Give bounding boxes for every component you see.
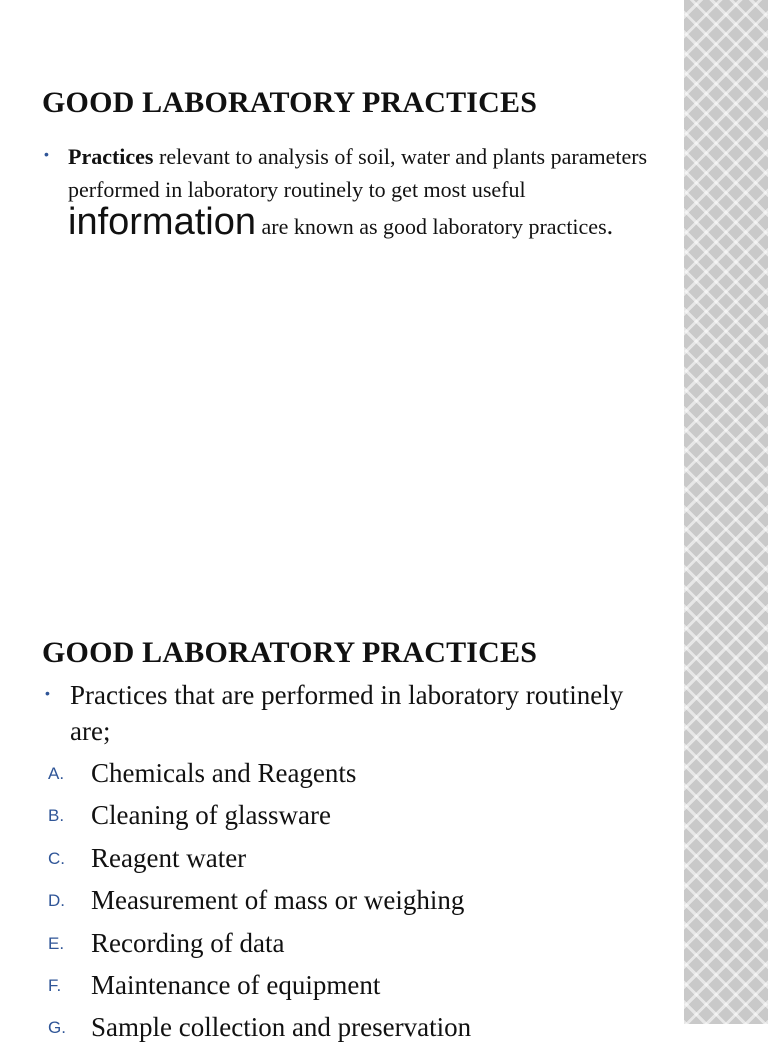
end-mark: . <box>606 211 614 240</box>
text-before: relevant to analysis of soil, water and plants parameters performed in laboratory routinely to get most useful <box>68 144 648 202</box>
list-marker: F. <box>48 975 62 995</box>
list-item-text: Sample collection and preservation <box>91 1012 472 1043</box>
list-item <box>0 882 684 924</box>
bullet-icon: • <box>45 685 50 701</box>
list-item <box>0 967 684 1009</box>
practices-list <box>0 755 684 1052</box>
slide-2-title: GOOD LABORATORY PRACTICES <box>42 636 538 669</box>
list-item <box>0 925 684 967</box>
bullet-icon: • <box>44 146 49 162</box>
list-item-text: Reagent water <box>91 842 247 873</box>
list-item <box>0 797 684 839</box>
list-item-text: Recording of data <box>91 927 285 958</box>
emphasis-word: information <box>68 201 256 243</box>
slide-2 <box>0 512 684 1043</box>
list-item <box>0 840 684 882</box>
list-item <box>0 755 684 797</box>
slide-1-bullet-text <box>68 140 648 243</box>
list-marker: G. <box>48 1018 66 1038</box>
slide-1 <box>0 0 684 512</box>
list-item-text: Maintenance of equipment <box>91 969 381 1000</box>
list-item-text: Cleaning of glassware <box>91 800 331 831</box>
decorative-side-strip <box>684 0 768 1024</box>
list-item-text: Chemicals and Reagents <box>91 758 357 788</box>
list-marker: A. <box>48 764 65 783</box>
list-item-text: Measurement of mass or weighing <box>91 885 465 916</box>
bold-lead: Practices <box>68 144 154 169</box>
text-after: are known as good laboratory practices <box>261 214 607 239</box>
list-marker: D. <box>48 891 65 911</box>
list-marker: C. <box>48 848 65 868</box>
slide-2-intro: Practices that are performed in laboratory routinely are; <box>70 680 624 746</box>
list-marker: B. <box>48 806 65 826</box>
list-marker: E. <box>48 933 65 953</box>
list-item <box>0 1009 684 1051</box>
slide-1-title: GOOD LABORATORY PRACTICES <box>42 86 538 119</box>
